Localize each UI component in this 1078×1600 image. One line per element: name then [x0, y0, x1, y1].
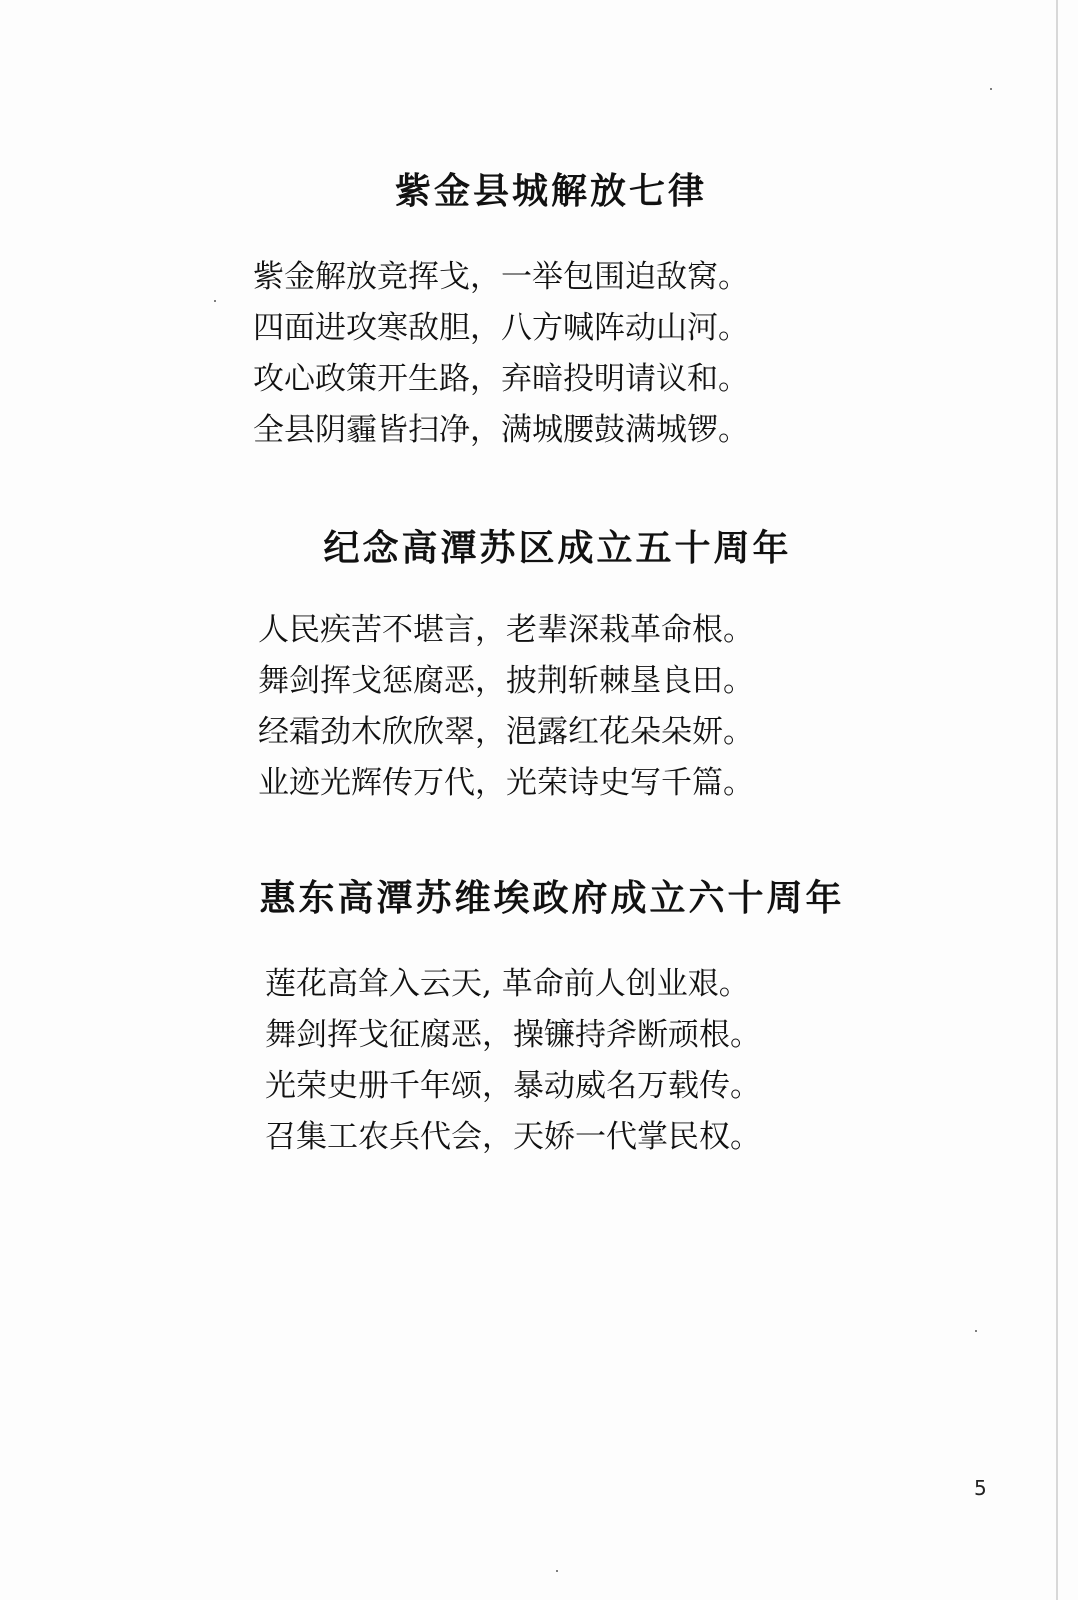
- poem-line: 舞剑挥戈惩腐恶，披荆斩棘垦良田。: [258, 663, 754, 699]
- poem-body: [0, 252, 1078, 456]
- poem-line: 人民疾苦不堪言，老辈深栽革命根。: [258, 612, 754, 648]
- poem-line: 四面进攻寒敌胆，八方喊阵动山河。: [253, 310, 749, 346]
- poem-line: 经霜劲木欣欣翠，浥露红花朵朵妍。: [258, 714, 754, 750]
- poem-line: 莲花高耸入云天, 革命前人创业艰。: [265, 966, 750, 1002]
- poem-1: [0, 170, 1078, 456]
- poem-3: [0, 877, 1078, 1163]
- poem-body: [0, 605, 1078, 809]
- scan-speck: [990, 88, 992, 90]
- poem-line: 业迹光辉传万代，光荣诗史写千篇。: [258, 765, 754, 801]
- poem-line: 攻心政策开生路，弃暗投明请议和。: [253, 361, 749, 397]
- poem-line: 紫金解放竞挥戈，一举包围迫敌窝。: [253, 259, 749, 295]
- poem-2: [0, 527, 1078, 809]
- poem-line: 召集工农兵代会，天娇一代掌民权。: [265, 1119, 761, 1155]
- poem-title: 纪念高潭苏区成立五十周年: [323, 528, 792, 569]
- poem-line: 光荣史册千年颂，暴动威名万载传。: [265, 1068, 761, 1104]
- scan-speck: [975, 1330, 977, 1332]
- poem-title: 紫金县城解放七律: [394, 171, 707, 212]
- page-number: 5: [974, 1476, 987, 1500]
- poem-title: 惠东高潭苏维埃政府成立六十周年: [259, 878, 845, 919]
- poem-body: [0, 959, 1078, 1163]
- poem-line: 舞剑挥戈征腐恶，操镰持斧断顽根。: [265, 1017, 761, 1053]
- scan-speck: [556, 1570, 558, 1572]
- poem-line: 全县阴霾皆扫净，满城腰鼓满城锣。: [253, 412, 749, 448]
- scan-speck: [214, 300, 216, 302]
